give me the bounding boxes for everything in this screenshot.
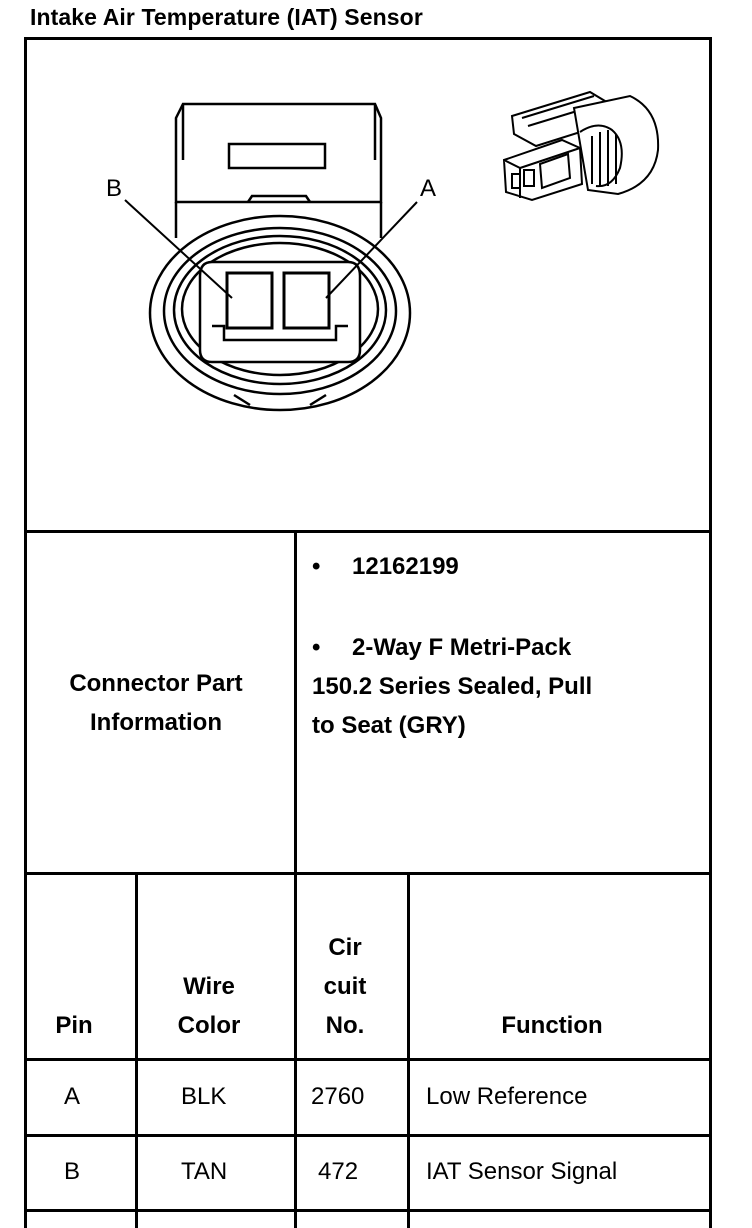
header-circuit-1: Cir: [328, 934, 362, 961]
row-a-pin: A: [64, 1083, 81, 1110]
connector-window: [229, 144, 325, 168]
row-b-pin: B: [64, 1158, 81, 1185]
connector-desc-line1: 2-Way F Metri-Pack: [352, 634, 572, 661]
connector-info-label: Connector Part Information: [69, 670, 243, 736]
header-circuit: [297, 928, 393, 1045]
row-a-wire-color: BLK: [181, 1083, 227, 1110]
row-b-function: IAT Sensor Signal: [426, 1158, 618, 1185]
divider-info: [24, 872, 712, 875]
frame-bottom: [24, 1209, 712, 1212]
label-a: A: [420, 175, 437, 202]
col-divider-1: [135, 872, 138, 1228]
row-b-circuit: 472: [318, 1158, 359, 1185]
terminal-b: [227, 273, 272, 328]
divider-header: [24, 1058, 712, 1061]
header-pin: Pin: [55, 1012, 93, 1039]
info-col-divider: [294, 530, 297, 1228]
connector-desc-item: [312, 628, 712, 745]
divider-image: [24, 530, 712, 533]
connector-3d-icon: [504, 92, 658, 200]
col-divider-3: [407, 872, 410, 1228]
page-title: Intake Air Temperature (IAT) Sensor: [30, 4, 423, 30]
header-circuit-3: No.: [325, 1012, 365, 1039]
header-circuit-2: cuit: [323, 973, 367, 1000]
connector-desc-line2: 150.2 Series Sealed, Pull: [312, 673, 593, 700]
row-a-function: Low Reference: [426, 1083, 588, 1110]
label-b: B: [106, 175, 123, 202]
terminal-a: [284, 273, 329, 328]
bullet-1: •: [312, 553, 321, 580]
part-number: 12162199: [352, 553, 459, 580]
row-a-circuit: 2760: [311, 1083, 365, 1110]
divider-row: [24, 1134, 712, 1137]
row-b-wire-color: TAN: [181, 1158, 228, 1185]
header-wire-color-1: Wire: [183, 973, 235, 1000]
connector-desc-line3: to Seat (GRY): [312, 712, 466, 739]
header-wire-color-2: Color: [177, 1012, 241, 1039]
header-wire-color: [138, 967, 280, 1045]
header-function: Function: [501, 1012, 603, 1039]
bullet-2: •: [312, 634, 321, 661]
cavity: [200, 262, 360, 362]
connector-diagram: [0, 0, 752, 530]
